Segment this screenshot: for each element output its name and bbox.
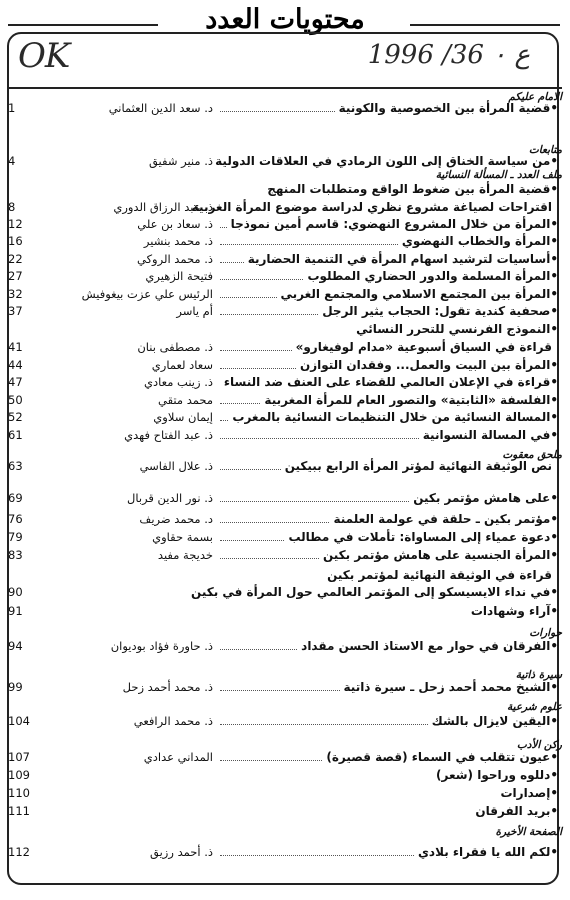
toc-entry-title: •قضية المرأة بين الخصوصية والكونية [338,101,558,115]
toc-entry [0,408,570,427]
toc-entry-author: فتيحة الزهيري [145,269,213,283]
toc-entry-title: •دعوة عمياء إلى المساواة: تأملات في مطالب [288,530,558,544]
leader-dots [220,262,244,264]
toc-entry [0,489,570,508]
toc-entry-page: 8 [8,200,16,214]
leader-dots [220,438,419,440]
toc-entry-author: ذ. محمد الرافعي [133,714,213,728]
toc-entry [0,232,570,251]
toc-entry-page: 27 [8,269,23,283]
toc-entry [0,748,570,767]
leader-dots [220,420,228,422]
toc-entry [0,426,570,445]
toc-entry-author: ذ. حاورة فؤاد بوديوان [110,639,213,653]
leader-dots [220,350,292,352]
toc-entry [0,784,570,803]
toc-entry-title: قراءة في الوثيقة النهائية لمؤتمر بكين [327,568,552,582]
toc-entry [0,510,570,529]
toc-entry-page: 41 [8,340,23,354]
leader-dots [220,649,297,651]
toc-entry [0,637,570,656]
toc-entry-author: د. سعد الدين العثماني [108,101,213,115]
toc-entry-title: •قراءة في الإعلان العالمي للقضاء على العنف ضد النساء [223,375,558,389]
toc-entry-page: 4 [8,154,16,168]
toc-entry-author: ذ. سعاد بن علي [137,217,213,231]
section-heading: متابعات [528,144,562,156]
leader-dots [220,403,260,405]
toc-entry-title: •النموذج الفرنسي للتحرر النسائي [356,322,558,336]
section-heading: ركن الأدب [516,739,562,751]
toc-entry-title: •إصدارات [500,786,558,800]
toc-entry-page: 69 [8,491,23,505]
toc-entry-author: ذ. محمد بنشير [143,234,213,248]
toc-entry-page: 111 [8,804,30,818]
toc-entry-page: 12 [8,217,23,231]
toc-entry-page: 94 [8,639,23,653]
toc-entry-title: •في نداء الايسيسكو إلى المؤتمر العالمي حول المرأة في بكين [191,585,558,599]
toc-entry-page: 52 [8,410,23,424]
toc-entry [0,602,570,621]
toc-entry-title: •الفرقان في حوار مع الاستاذ الحسن مقداد [301,639,558,653]
toc-entry-page: 1 [8,101,16,115]
leader-dots [220,279,303,281]
toc-entry [0,99,570,118]
section-heading: الصفحة الأخيرة [495,826,562,838]
leader-dots [220,244,398,246]
toc-entry [0,373,570,392]
toc-entry-title: •المرأة بين البيت والعمل... وفقدان التوازن [299,358,558,372]
page-title: محتويات العدد [205,4,365,35]
toc-entry-author: ذ. زينب معادي [144,375,213,389]
toc-entry-title: •دللوه وراحوا (شعر) [436,768,558,782]
toc-entry-page: 61 [8,428,23,442]
leader-dots [220,724,428,726]
toc-entry-author: الرئيس علي عزت بيغوفيش [81,287,213,301]
leader-dots [220,540,284,542]
toc-entry [0,712,570,731]
leader-dots [220,522,329,524]
leader-dots [220,314,318,316]
toc-entry-author: ذ. محمد الروكي [136,252,213,266]
handwritten-issue-note: ع ٠ 36/ 1996 [367,40,530,70]
toc-entry-author: ذ. علال الفاسي [139,459,213,473]
toc-entry-author: سعاد لعماري [151,358,213,372]
toc-entry-title: قراءة في السياق أسبوعية «مدام لوفيغارو» [295,340,552,354]
toc-entry-page: 22 [8,252,23,266]
leader-dots [220,558,319,560]
toc-entry-title: •اليقين لايزال بالشك [431,714,558,728]
toc-entry-author: خديجة مفيد [157,548,213,562]
toc-entry-title: •بريد الفرقان [475,804,558,818]
toc-entry-title: •الفلسفة «الثابتية» والتصور العام للمرأة المغربية [264,393,558,407]
section-heading: ملف العدد ـ المسألة النسائية [435,169,562,181]
toc-entry-page: 99 [8,680,23,694]
toc-entry-title: •الشيخ محمد أحمد زحل ـ سيرة ذاتية [343,680,558,694]
toc-entry-page: 76 [8,512,23,526]
leader-dots [220,368,296,370]
toc-entry-title: •آراء وشهادات [470,604,558,618]
leader-dots [220,469,281,471]
toc-entry-title: •عيون تتقلب في السماء (قصة قصيرة) [326,750,558,764]
toc-entry [0,528,570,547]
section-heading: حوارات [529,627,562,639]
toc-entry [0,843,570,862]
toc-entry-page: 44 [8,358,23,372]
toc-entry-title: •المسالة النسائية من خلال التنظيمات النسائية بالمغرب [232,410,558,424]
toc-entry-page: 50 [8,393,23,407]
toc-entry-author: ذ. محمد أحمد زحل [122,680,213,694]
toc-entry-page: 47 [8,375,23,389]
toc-entry-author: إيمان سلاوي [153,410,213,424]
toc-entry-title: •في المسالة النسوانية [422,428,558,442]
toc-entry-page: 91 [8,604,23,618]
toc-entry [0,802,570,821]
leader-dots [220,111,335,113]
toc-entry-page: 112 [8,845,30,859]
section-heading: علوم شرعية [507,701,562,713]
toc-entry-author: ذ. عبد الرزاق الدوري [113,200,213,214]
toc-entry-author: بسمة حقاوي [152,530,213,544]
toc-entry [0,583,570,602]
toc-entry-author: محمد متقي [158,393,213,407]
toc-entry-page: 37 [8,304,23,318]
section-heading: ملحق معقوت [502,449,562,461]
toc-entry-page: 104 [8,714,30,728]
toc-entry-title: اقتراحات لصياغة مشروع نظري لدراسة موضوع المرأة الغربية [191,200,552,214]
toc-entry-title: •لكم الله يا فقراء بلادي [417,845,558,859]
toc-entry-author: المداني عدادي [143,750,213,764]
toc-entry-author: ذ. عبد الفتاح فهدي [124,428,213,442]
toc-entry-title: •قضية المرأة بين ضغوط الواقع ومتطلبات المنهج [267,182,558,196]
leader-dots [220,297,277,299]
toc-entry [0,180,570,199]
toc-entry [0,766,570,785]
toc-entry-title: •مؤتمر بكين ـ حلقة في عولمة العلمنة [333,512,558,526]
toc-entry-author: ذ. أحمد رزيق [150,845,213,859]
toc-entry [0,338,570,357]
section-heading: الامام عليكم [508,91,562,103]
toc-entry-author: ذ. مصطفى بنان [137,340,213,354]
leader-dots [220,760,322,762]
toc-entry-author: ذ. نور الدين قربال [126,491,213,505]
handwritten-ok-mark: OK [18,36,70,76]
toc-entry-page: 83 [8,548,23,562]
toc-entry-page: 79 [8,530,23,544]
toc-entry-title: •أساسيات لترشيد اسهام المرأة في التنمية الحضارية [247,252,558,266]
toc-entry-title: •المرأة والخطاب النهضوي [401,234,558,248]
toc-entry-title: •صحفية كندية تقول: الحجاب يثير الرجل [322,304,558,318]
toc-entry-author: أم ياسر [176,304,213,318]
toc-entry [0,267,570,286]
leader-dots [220,855,414,857]
toc-entry [0,678,570,697]
toc-entry-page: 107 [8,750,30,764]
toc-entry-author: د. محمد ضريف [139,512,213,526]
toc-entry [0,320,570,339]
header-divider [7,87,562,89]
toc-entry-title: •المرأة المسلمة والدور الحضاري المطلوب [307,269,558,283]
toc-entry-page: 16 [8,234,23,248]
toc-entry [0,302,570,321]
toc-entry-title: نص الوثيقة النهائية لمؤتر المرأة الرابع ببيكين [284,459,552,473]
section-heading: سيرة ذاتية [515,669,562,681]
toc-entry-page: 90 [8,585,23,599]
leader-dots [220,227,227,229]
toc-entry-page: 63 [8,459,23,473]
toc-entry-title: •المرأة بين المجتمع الاسلامي والمجتمع الغربي [280,287,558,301]
toc-entry [0,546,570,565]
toc-entry-page: 110 [8,786,30,800]
toc-entry-author: ذ. منير شفيق [148,154,213,168]
toc-entry-title: •المرأة الجنسية على هامش مؤتمر بكين [322,548,558,562]
toc-entry-title: •المرأة من خلال المشروع النهضوي: قاسم أمين نموذجا [230,217,558,231]
toc-entry-title: •على هامش مؤتمر بكين [413,491,558,505]
toc-entry [0,457,570,476]
toc-entry-page: 109 [8,768,30,782]
toc-entry-page: 32 [8,287,23,301]
leader-dots [220,690,340,692]
toc-entry-title: •من سياسة الخناق إلى اللون الرمادي في العلاقات الدولية [215,154,558,168]
leader-dots [220,501,409,503]
